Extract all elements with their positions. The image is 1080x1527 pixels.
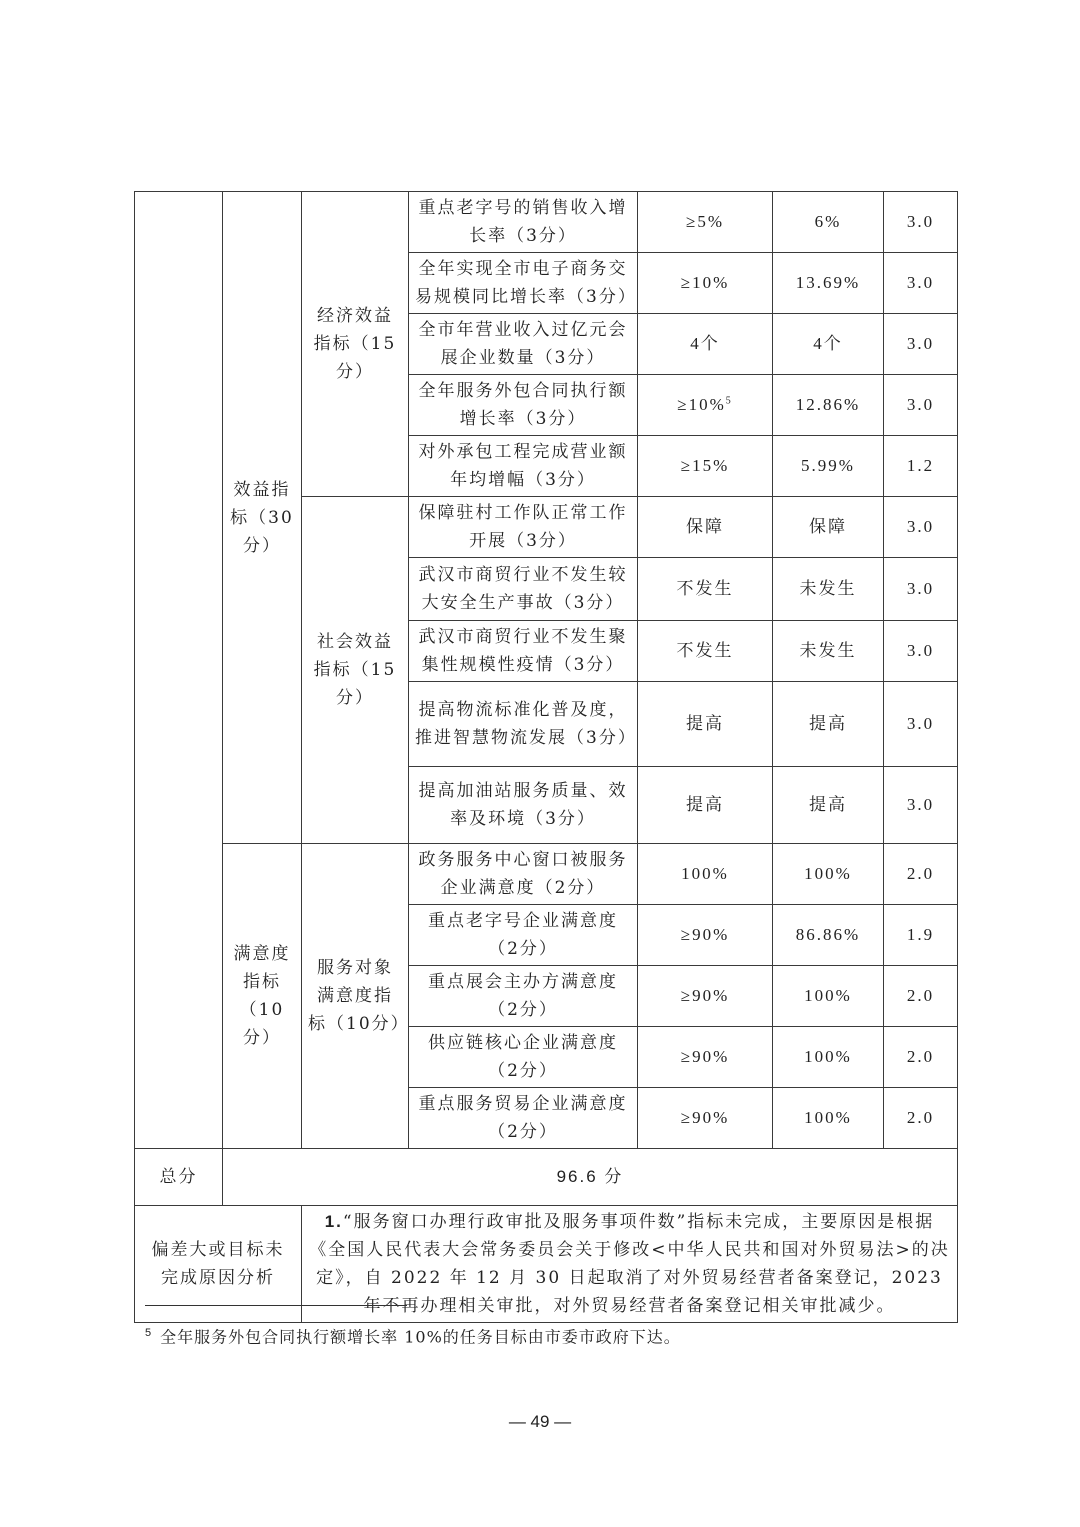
footnote-text: 全年服务外包合同执行额增长率 10%的任务目标由市委市政府下达。 — [160, 1327, 681, 1347]
target-text: 提高 — [686, 795, 724, 814]
actual-value: 未发生 — [773, 558, 884, 621]
target-value — [638, 314, 773, 375]
target-text: 提高 — [686, 714, 724, 733]
target-text: ≥90% — [680, 986, 730, 1005]
indicator-name: 对外承包工程完成营业额年均增幅（3分） — [409, 436, 638, 497]
target-value — [638, 375, 773, 436]
total-value: 96.6 分 — [223, 1149, 958, 1206]
actual-value: 100% — [773, 966, 884, 1027]
target-text: 保障 — [686, 517, 724, 536]
indicator-name: 重点服务贸易企业满意度（2分） — [409, 1088, 638, 1149]
target-text: ≥15% — [680, 456, 730, 475]
indicator-name: 保障驻村工作队正常工作开展（3分） — [409, 497, 638, 558]
total-label: 总分 — [135, 1149, 223, 1206]
page-number: — 49 — — [508, 1412, 572, 1431]
analysis-label: 偏差大或目标未完成原因分析 — [135, 1206, 302, 1323]
indicator-name: 供应链核心企业满意度（2分） — [409, 1027, 638, 1088]
score-value: 2.0 — [884, 1027, 958, 1088]
score-value: 3.0 — [884, 682, 958, 767]
target-value — [638, 1027, 773, 1088]
actual-value: 100% — [773, 1027, 884, 1088]
target-value — [638, 497, 773, 558]
actual-value: 保障 — [773, 497, 884, 558]
target-value — [638, 682, 773, 767]
score-value: 3.0 — [884, 314, 958, 375]
total-row — [135, 1149, 958, 1206]
actual-value: 未发生 — [773, 621, 884, 682]
indicator-name: 全市年营业收入过亿元会展企业数量（3分） — [409, 314, 638, 375]
actual-value: 提高 — [773, 767, 884, 844]
actual-value: 13.69% — [773, 253, 884, 314]
indicator-name: 重点老字号的销售收入增长率（3分） — [409, 192, 638, 253]
level3-social: 社会效益指标（15分） — [302, 497, 409, 844]
target-text: ≥5% — [686, 212, 724, 231]
actual-value: 12.86% — [773, 375, 884, 436]
analysis-text: “服务窗口办理行政审批及服务事项件数”指标未完成，主要原因是根据《全国人民代表大会常务委员会关于修改<中华人民共和国对外贸易法>的决定》，自 2022 年 12 月 30 日起取消了对外贸易经营者备案登记，2023 年不再办理相关审批，对外贸易经营者备案登记相关审批减少。 — [309, 1212, 950, 1316]
actual-value: 86.86% — [773, 905, 884, 966]
target-value — [638, 436, 773, 497]
score-value: 1.2 — [884, 436, 958, 497]
table-row — [135, 192, 958, 253]
score-value: 3.0 — [884, 192, 958, 253]
score-value: 1.9 — [884, 905, 958, 966]
indicator-name: 全年服务外包合同执行额增长率（3分） — [409, 375, 638, 436]
indicator-name: 提高加油站服务质量、效率及环境（3分） — [409, 767, 638, 844]
indicator-name: 重点展会主办方满意度（2分） — [409, 966, 638, 1027]
level2-benefit: 效益指标（30分） — [223, 192, 302, 844]
target-text: ≥90% — [680, 1108, 730, 1127]
performance-table — [134, 191, 958, 1323]
score-value: 3.0 — [884, 253, 958, 314]
actual-value: 4个 — [773, 314, 884, 375]
target-value — [638, 558, 773, 621]
actual-value: 100% — [773, 844, 884, 905]
score-value: 2.0 — [884, 966, 958, 1027]
target-value — [638, 253, 773, 314]
actual-value: 6% — [773, 192, 884, 253]
table-row — [135, 844, 958, 905]
target-value — [638, 905, 773, 966]
indicator-name: 武汉市商贸行业不发生聚集性规模性疫情（3分） — [409, 621, 638, 682]
target-value — [638, 966, 773, 1027]
score-value: 2.0 — [884, 844, 958, 905]
target-value — [638, 621, 773, 682]
level3-service: 服务对象满意度指标（10分） — [302, 844, 409, 1149]
target-value — [638, 1088, 773, 1149]
score-value: 3.0 — [884, 375, 958, 436]
score-value: 3.0 — [884, 621, 958, 682]
target-text: 不发生 — [676, 579, 734, 598]
score-value: 3.0 — [884, 558, 958, 621]
footnote-reference: 5 — [725, 395, 733, 407]
level2-satisfaction: 满意度指标（10分） — [223, 844, 302, 1149]
target-text: 4个 — [690, 334, 720, 353]
footnote — [145, 1321, 681, 1349]
footnote-mark: 5 — [145, 1327, 153, 1339]
target-text: ≥90% — [680, 1047, 730, 1066]
indicator-name: 全年实现全市电子商务交易规模同比增长率（3分） — [409, 253, 638, 314]
indicator-name: 重点老字号企业满意度（2分） — [409, 905, 638, 966]
indicator-name: 政务服务中心窗口被服务企业满意度（2分） — [409, 844, 638, 905]
actual-value: 5.99% — [773, 436, 884, 497]
level1-cell — [135, 192, 223, 1149]
target-text: 100% — [681, 864, 729, 883]
target-value — [638, 844, 773, 905]
actual-value: 100% — [773, 1088, 884, 1149]
target-text: ≥10% — [677, 395, 726, 414]
target-text: ≥90% — [680, 925, 730, 944]
indicator-name: 武汉市商贸行业不发生较大安全生产事故（3分） — [409, 558, 638, 621]
analysis-lead: 1. — [324, 1212, 343, 1231]
score-value: 2.0 — [884, 1088, 958, 1149]
score-value: 3.0 — [884, 767, 958, 844]
target-value — [638, 192, 773, 253]
indicator-name: 提高物流标准化普及度，推进智慧物流发展（3分） — [409, 682, 638, 767]
target-text: ≥10% — [680, 273, 730, 292]
actual-value: 提高 — [773, 682, 884, 767]
target-value — [638, 767, 773, 844]
level3-economic: 经济效益指标（15分） — [302, 192, 409, 497]
target-text: 不发生 — [676, 641, 734, 660]
footnote-rule — [145, 1305, 407, 1306]
score-value: 3.0 — [884, 497, 958, 558]
